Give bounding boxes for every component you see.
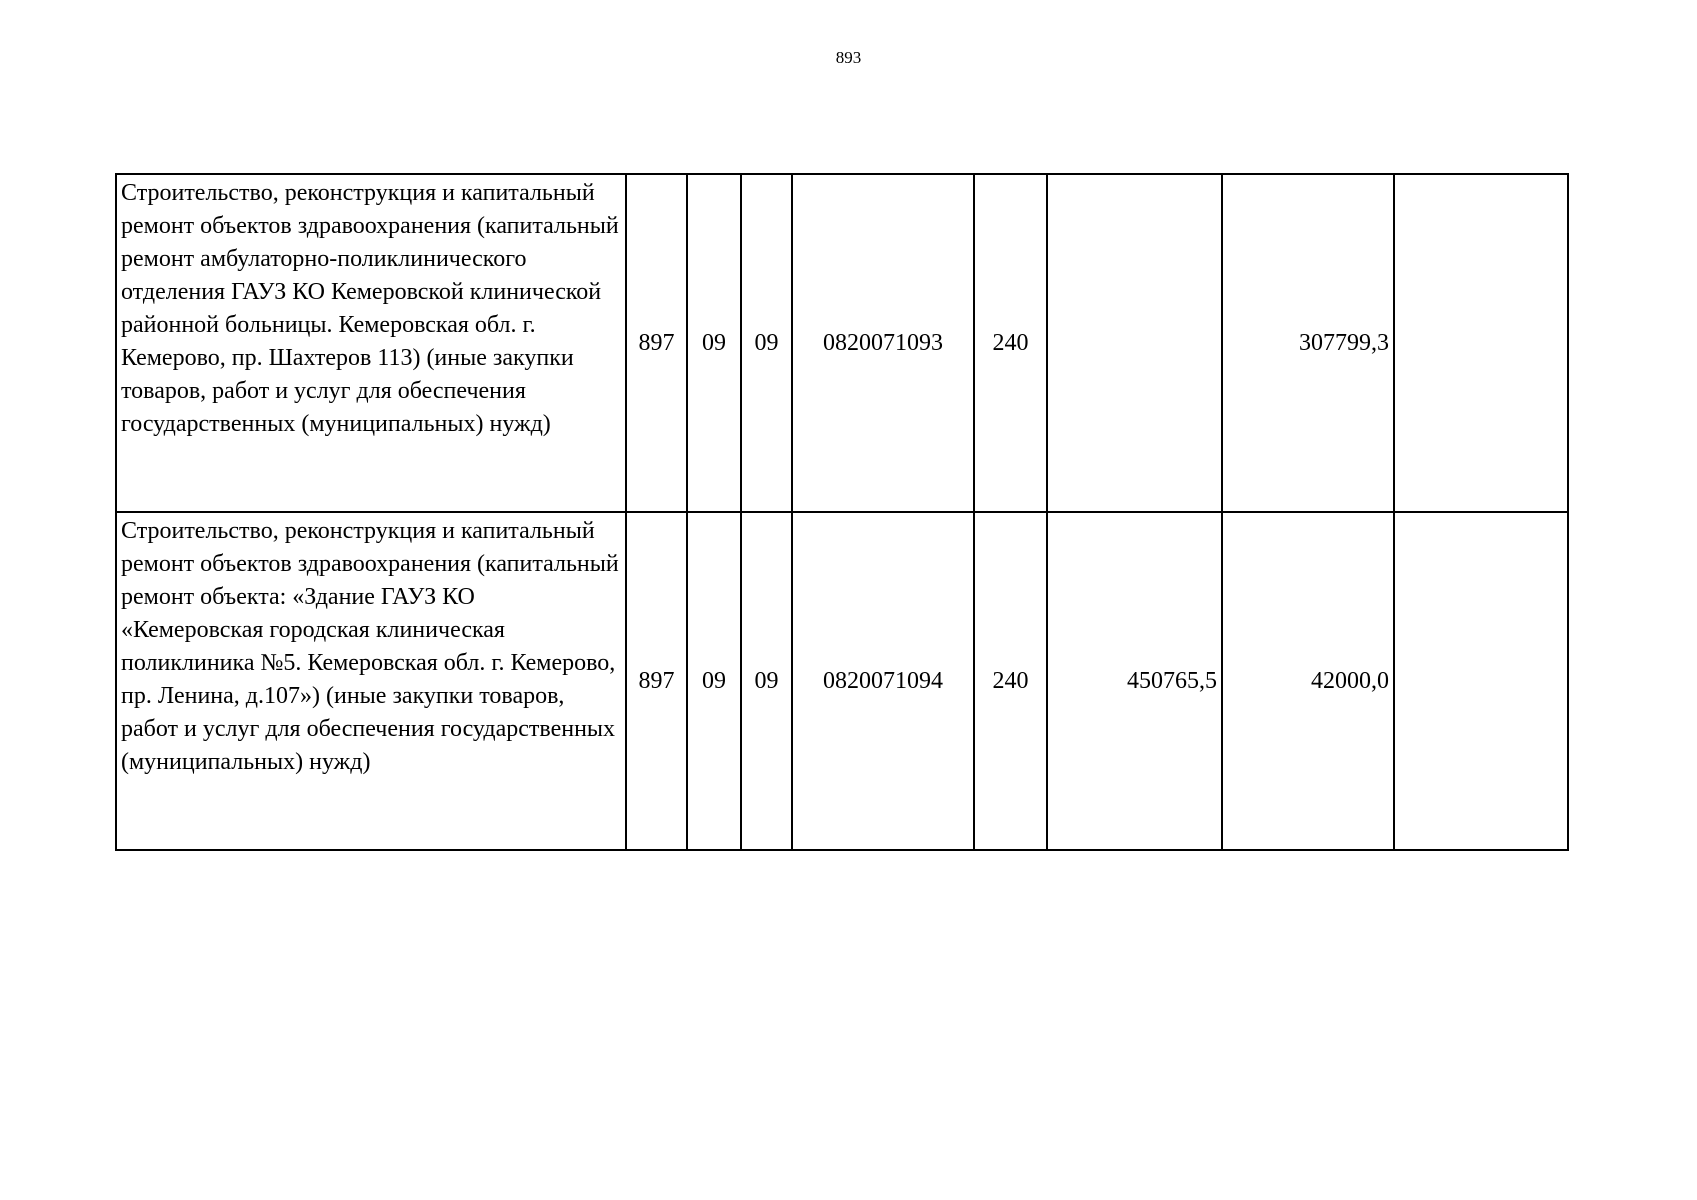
expense-type-cell: 240: [974, 512, 1047, 850]
expense-type-cell: 240: [974, 174, 1047, 512]
amount-1-cell: 450765,5: [1047, 512, 1222, 850]
subsection-code-cell: 09: [741, 174, 792, 512]
page-number: 893: [835, 48, 862, 67]
amount-1-cell: [1047, 174, 1222, 512]
table-row: [116, 174, 1568, 512]
target-article-cell: 0820071094: [792, 512, 974, 850]
budget-table: [115, 173, 1569, 851]
section-code-cell: 09: [687, 174, 741, 512]
target-article-cell: 0820071093: [792, 174, 974, 512]
expense-name-cell: Строительство, реконструкция и капитальный ремонт объектов здравоохранения (капитальный ремонт амбулаторно-поликлинического отделения ГАУЗ КО Кемеровской клинической районной больницы. Кемеровская обл. г. Кемерово, пр. Шахтеров 113) (иные закупки товаров, работ и услуг для обеспечения государственных (муниципальных) нужд): [116, 174, 626, 512]
ministry-code-cell: 897: [626, 174, 687, 512]
amount-3-cell: [1394, 512, 1568, 850]
ministry-code-cell: 897: [626, 512, 687, 850]
subsection-code-cell: 09: [741, 512, 792, 850]
table-row: [116, 512, 1568, 850]
amount-2-cell: 42000,0: [1222, 512, 1394, 850]
expense-name-cell: Строительство, реконструкция и капитальный ремонт объектов здравоохранения (капитальный ремонт объекта: «Здание ГАУЗ КО «Кемеровская городская клиническая поликлиника №5. Кемеровская обл. г. Кемерово, пр. Ленина, д.107») (иные закупки товаров, работ и услуг для обеспечения государственных (муниципальных) нужд): [116, 512, 626, 850]
section-code-cell: 09: [687, 512, 741, 850]
amount-3-cell: [1394, 174, 1568, 512]
amount-2-cell: 307799,3: [1222, 174, 1394, 512]
